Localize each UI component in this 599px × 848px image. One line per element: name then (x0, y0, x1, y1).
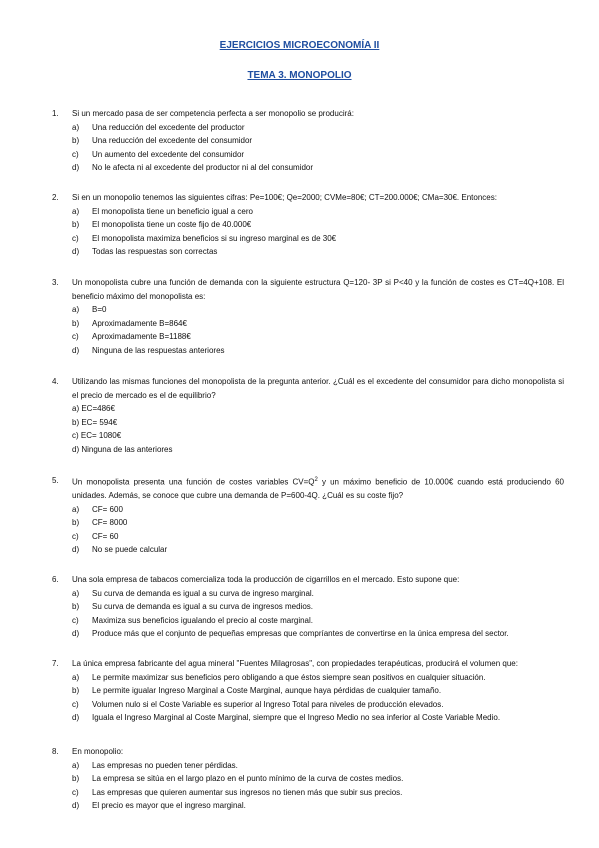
question-3 (52, 276, 564, 357)
option-letter: a) (72, 588, 80, 598)
option-text: Las empresas no pueden tener pérdidas. (92, 760, 238, 770)
option-text: Las empresas que quieren aumentar sus ingresos no tienen más que subir sus precios. (92, 787, 403, 797)
option-letter: d) (72, 545, 80, 555)
question-5 (52, 474, 564, 557)
option-a (52, 587, 564, 601)
question-text: Si un mercado pasa de ser competencia perfecta a ser monopolio se producirá: (72, 109, 354, 118)
option-letter: c) (72, 531, 79, 541)
option-c (52, 530, 564, 544)
option-letter: d) (72, 801, 80, 810)
option-text: No le afecta ni al excedente del productor ni al del consumidor (92, 163, 314, 172)
option-letter: c) (72, 332, 79, 341)
option-letter: d) (72, 629, 80, 638)
option-a: a) EC=486€ (72, 404, 115, 413)
question-text: La única empresa fabricante del agua mineral "Fuentes Milagrosas", con propiedades terapéuticas, producirá el volumen que: (72, 659, 518, 668)
question-text: Una sola empresa de tabacos comercializa toda la producción de cigarrillos en el mercado. Esto supone que: (72, 575, 460, 584)
question-number: 4. (52, 377, 59, 386)
option-letter: c) (72, 615, 79, 625)
option-letter: c) (72, 787, 79, 797)
option-b (52, 317, 564, 331)
question-text: En monopolio: (72, 747, 124, 756)
option-c (52, 614, 564, 628)
option-text: Iguala el Ingreso Marginal al Coste Marginal, siempre que el Ingreso Medio no sea inferior al Coste Variable Medio. (92, 713, 501, 722)
option-letter: b) (72, 318, 80, 328)
option-text: Aproximadamente B=864€ (92, 318, 187, 328)
question-text: Utilizando las mismas funciones del monopolista de la pregunta anterior. ¿Cuál es el excedente del consumidor para dicho monopolista si el precio de mercado es el de equilibrio? (72, 377, 564, 400)
option-letter: a) (72, 206, 80, 216)
question-2 (52, 191, 564, 259)
option-text: No se puede calcular (92, 545, 168, 555)
option-c (52, 232, 564, 246)
option-letter: c) (72, 149, 79, 159)
option-d: d) Ninguna de las anteriores (72, 444, 173, 454)
question-6 (52, 573, 564, 641)
option-text: CF= 60 (92, 531, 119, 541)
option-d (52, 627, 564, 641)
option-text: La empresa se sitúa en el largo plazo en el punto mínimo de la curva de costes medios. (92, 774, 404, 783)
option-text: El monopolista tiene un coste fijo de 40.000€ (92, 220, 252, 229)
option-c (52, 148, 564, 162)
option-b (52, 772, 564, 786)
option-b (52, 134, 564, 148)
option-text: Volumen nulo si el Coste Variable es superior al Ingreso Total para niveles de producción elevados. (92, 699, 444, 709)
question-text-part: Un monopolista presenta una función de costes variables CV=Q (72, 477, 315, 487)
option-letter: a) (72, 672, 80, 682)
option-letter: d) (72, 713, 80, 722)
option-letter: b) (72, 220, 80, 229)
superscript: 2 (314, 477, 318, 483)
option-d (52, 543, 564, 557)
option-letter: b) (72, 136, 80, 145)
question-number: 6. (52, 575, 59, 584)
option-text: Le permite igualar Ingreso Marginal a Coste Marginal, aunque haya pérdidas de cualquier tamaño. (92, 686, 442, 695)
option-c (52, 698, 564, 712)
option-d (52, 161, 564, 175)
question-8 (52, 745, 564, 813)
option-b (52, 516, 564, 530)
option-text: Su curva de demanda es igual a su curva de ingresos medios. (92, 602, 314, 611)
option-letter: c) (72, 233, 79, 243)
question-4 (52, 375, 564, 456)
option-c (52, 330, 564, 344)
option-text: B=0 (92, 305, 107, 314)
option-c (52, 786, 564, 800)
option-text: CF= 8000 (92, 518, 128, 528)
option-b (52, 218, 564, 232)
option-text: Ninguna de las respuestas anteriores (92, 345, 225, 355)
option-b: b) EC= 594€ (72, 417, 118, 427)
option-text: Maximiza sus beneficios igualando el precio al coste marginal. (92, 615, 313, 625)
option-text: El precio es mayor que el ingreso marginal. (92, 801, 246, 810)
option-letter: d) (72, 345, 80, 355)
option-d (52, 344, 564, 358)
option-text: CF= 600 (92, 504, 123, 514)
option-text: Una reducción del excedente del consumidor (92, 136, 253, 145)
question-text-part: y un máximo beneficio de 10.000€ cuando está produciendo 60 unidades. Además, se conoce que cubre una demanda de P=600-4Q. ¿Cuál es su coste fijo? (72, 477, 564, 501)
question-text: Si en un monopolio tenemos las siguientes cifras: Pe=100€; Qe=2000; CVMe=80€; CT=200.000€; CMa=30€. Entonces: (72, 193, 497, 202)
option-letter: d) (72, 163, 80, 172)
question-number: 3. (52, 278, 59, 287)
option-letter: b) (72, 602, 80, 611)
option-text: El monopolista maximiza beneficios si su ingreso marginal es de 30€ (92, 233, 337, 243)
option-d (52, 245, 564, 259)
option-letter: c) (72, 699, 79, 709)
option-text: Una reducción del excedente del productor (92, 122, 245, 132)
option-text: Produce más que el conjunto de pequeñas empresas que compríantes de convertirse en la única empresa del sector. (92, 629, 509, 638)
option-d (52, 799, 564, 813)
option-letter: a) (72, 760, 80, 770)
option-a (52, 303, 564, 317)
option-letter: a) (72, 504, 80, 514)
option-d (52, 711, 564, 725)
option-a (52, 121, 564, 135)
option-letter: b) (72, 774, 80, 783)
question-number: 7. (52, 659, 59, 668)
question-7 (52, 657, 564, 725)
option-b (52, 684, 564, 698)
question-text: Un monopolista cubre una función de demanda con la siguiente estructura Q=120- 3P si P<40 y la función de costes es CT=4Q+108. El beneficio máximo del monopolista es: (72, 278, 564, 301)
question-number: 1. (52, 109, 59, 118)
option-b (52, 600, 564, 614)
option-letter: d) (72, 247, 80, 256)
option-text: Le permite maximizar sus beneficios pero obligando a que éstos siempre sean positivos en cualquier situación. (92, 672, 486, 682)
option-letter: a) (72, 122, 80, 132)
document-title: EJERCICIOS MICROECONOMÍA II (219, 40, 380, 51)
question-number: 5. (52, 476, 59, 485)
option-text: Todas las respuestas son correctas (92, 247, 218, 256)
question-number: 8. (52, 747, 59, 756)
document-subtitle: TEMA 3. MONOPOLIO (247, 70, 352, 81)
option-text: Aproximadamente B=1188€ (92, 332, 191, 341)
option-a (52, 503, 564, 517)
option-text: Un aumento del excedente del consumidor (92, 149, 245, 159)
option-c: c) EC= 1080€ (72, 431, 122, 440)
question-text (72, 474, 564, 503)
option-a (52, 671, 564, 685)
option-letter: a) (72, 305, 80, 314)
option-a (52, 205, 564, 219)
option-a (52, 759, 564, 773)
question-1 (52, 107, 564, 175)
option-text: Su curva de demanda es igual a su curva de ingreso marginal. (92, 588, 314, 598)
option-text: El monopolista tiene un beneficio igual a cero (92, 206, 253, 216)
question-number: 2. (52, 193, 59, 202)
option-letter: b) (72, 518, 80, 528)
option-letter: b) (72, 686, 80, 695)
